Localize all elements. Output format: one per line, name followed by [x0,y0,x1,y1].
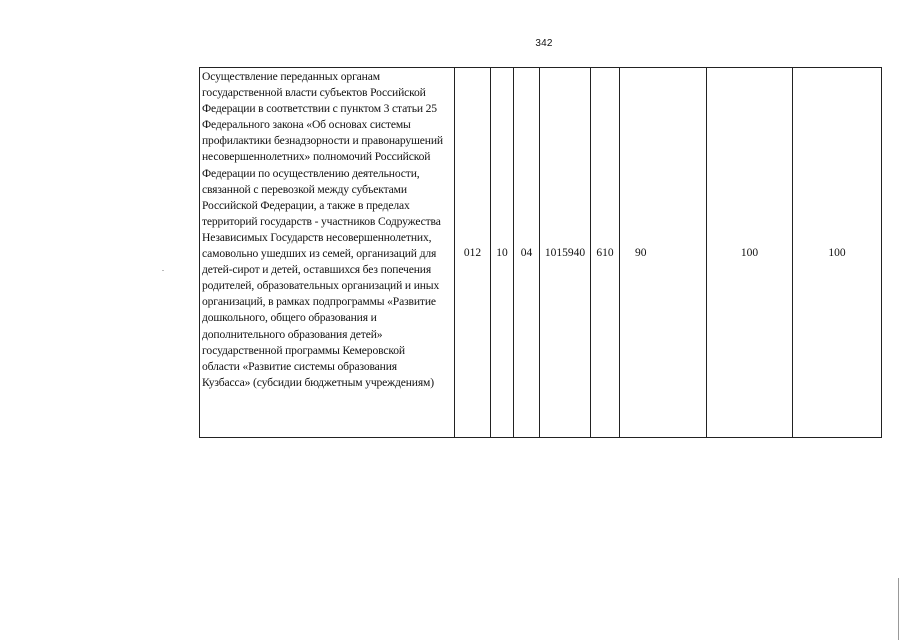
value-cell-3: 100 [793,68,882,438]
value-cell-1: 90 [620,68,707,438]
table-row [200,68,882,438]
budget-table [199,67,882,438]
page-number: 342 [535,38,553,49]
expense-type-code-cell: 610 [591,68,620,438]
target-article-code-cell: 1015940 [540,68,591,438]
scan-edge-line [898,578,899,640]
ministry-code-cell: 012 [455,68,491,438]
section-code-cell: 10 [491,68,514,438]
expense-description-cell: Осуществление переданных органам государственной власти субъектов Российской Федерации в соответствии с пунктом 3 статьи 25 Федерального закона «Об основах системы профилактики безнадзорности и правонарушений несовершеннолетних» полномочий Российской Федерации по осуществлению деятельности, связанной с перевозкой между субъектами Российской Федерации, а также в пределах территорий государств - участников Содружества Независимых Государств несовершеннолетних, самовольно ушедших из семей, организаций для детей-сирот и детей, оставшихся без попечения родителей, образовательных организаций и иных организаций, в рамках подпрограммы «Развитие дошкольного, общего образования и дополнительного образования детей» государственной программы Кемеровской области «Развитие системы образования Кузбасса» (субсидии бюджетным учреждениям) [200,68,455,438]
scan-margin-mark [162,270,164,271]
value-cell-2: 100 [707,68,793,438]
subsection-code-cell: 04 [514,68,540,438]
